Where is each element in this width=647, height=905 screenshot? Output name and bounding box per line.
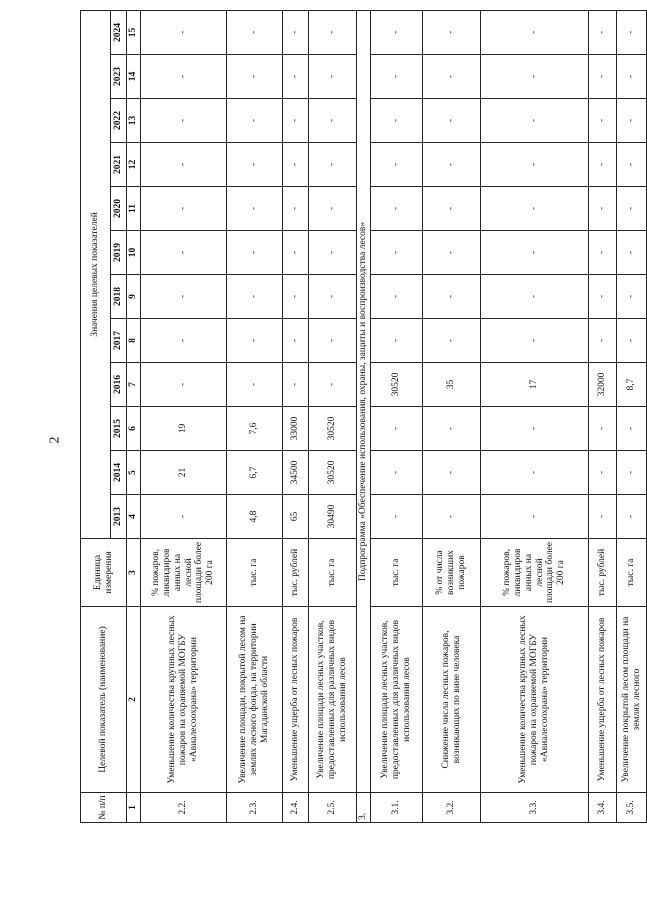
value-cell: - <box>617 319 647 363</box>
year-header: 2022 <box>111 99 127 143</box>
value-cell: - <box>589 99 617 143</box>
value-cell: - <box>423 99 481 143</box>
value-cell: - <box>309 363 357 407</box>
indicator-name: Увеличение площади, покрытой лесом на землях лесного фонда, на территории Магаданской области <box>227 607 283 793</box>
unit-cell: тыс. рублей <box>283 539 309 607</box>
value-cell: - <box>371 143 423 187</box>
value-cell: 8,7 <box>617 363 647 407</box>
value-cell: - <box>227 187 283 231</box>
value-cell: - <box>309 319 357 363</box>
column-number: 4 <box>127 495 141 539</box>
value-cell: - <box>481 55 589 99</box>
value-cell: - <box>141 10 227 54</box>
value-cell: - <box>371 451 423 495</box>
column-number: 1 <box>127 793 141 823</box>
value-cell: - <box>227 363 283 407</box>
column-number: 15 <box>127 10 141 54</box>
value-cell: - <box>371 10 423 54</box>
value-cell: - <box>371 275 423 319</box>
unit-cell: тыс. рублей <box>589 539 617 607</box>
table-row <box>423 10 481 822</box>
column-number: 13 <box>127 99 141 143</box>
year-header: 2023 <box>111 55 127 99</box>
value-cell: - <box>617 10 647 54</box>
year-header: 2021 <box>111 143 127 187</box>
table-row <box>227 10 283 822</box>
value-cell: - <box>141 143 227 187</box>
value-cell: - <box>481 10 589 54</box>
value-cell: 30520 <box>309 407 357 451</box>
value-cell: - <box>481 451 589 495</box>
value-cell: 6,7 <box>227 451 283 495</box>
value-cell: - <box>589 451 617 495</box>
value-cell: - <box>481 275 589 319</box>
value-cell: - <box>481 495 589 539</box>
value-cell: - <box>141 275 227 319</box>
value-cell: - <box>371 187 423 231</box>
value-cell: - <box>371 319 423 363</box>
section-number: 3. <box>357 793 371 823</box>
value-cell: - <box>589 55 617 99</box>
table-row <box>589 10 617 822</box>
value-cell: 4,8 <box>227 495 283 539</box>
value-cell: - <box>141 319 227 363</box>
column-number: 2 <box>127 607 141 793</box>
value-cell: - <box>309 143 357 187</box>
column-number: 14 <box>127 55 141 99</box>
value-cell: - <box>283 275 309 319</box>
value-cell: - <box>309 187 357 231</box>
value-cell: - <box>141 55 227 99</box>
value-cell: - <box>617 407 647 451</box>
value-cell: 34500 <box>283 451 309 495</box>
value-cell: - <box>617 495 647 539</box>
value-cell: - <box>309 275 357 319</box>
value-cell: 21 <box>141 451 227 495</box>
value-cell: - <box>423 495 481 539</box>
section-title: Подпрограмма «Обеспечение использования, охраны, защиты и воспроизводства лесов» <box>357 10 371 792</box>
indicator-name: Уменьшение количества крупных лесных пожаров на охраняемой МОГБУ «Авиалесоохрана» территории <box>141 607 227 793</box>
indicator-name: Снижение числа лесных пожаров, возникающих по вине человека <box>423 607 481 793</box>
document-sheet <box>80 11 642 823</box>
value-cell: - <box>283 319 309 363</box>
year-header: 2017 <box>111 319 127 363</box>
row-number: 2.3. <box>227 793 283 823</box>
value-cell: - <box>227 275 283 319</box>
value-cell: - <box>423 10 481 54</box>
value-cell: 33000 <box>283 407 309 451</box>
value-cell: - <box>423 407 481 451</box>
value-cell: - <box>481 187 589 231</box>
indicator-name: Уменьшение количества крупных лесных пожаров на охраняемой МОГБУ «Авиалесоохрана» территории <box>481 607 589 793</box>
row-number: 2.2. <box>141 793 227 823</box>
table-row <box>481 10 589 822</box>
value-cell: - <box>227 55 283 99</box>
value-cell: - <box>227 319 283 363</box>
value-cell: - <box>617 231 647 275</box>
row-number: 2.4. <box>283 793 309 823</box>
value-cell: - <box>227 99 283 143</box>
value-cell: - <box>481 407 589 451</box>
section-row <box>357 10 371 822</box>
value-cell: - <box>141 231 227 275</box>
unit-cell: тыс. га <box>227 539 283 607</box>
year-header: 2014 <box>111 451 127 495</box>
column-number: 10 <box>127 231 141 275</box>
value-cell: - <box>227 143 283 187</box>
row-number: 3.3. <box>481 793 589 823</box>
unit-cell: тыс. га <box>309 539 357 607</box>
value-cell: - <box>423 231 481 275</box>
value-cell: - <box>141 99 227 143</box>
indicator-name: Увеличение покрытой лесом площади на землях лесного <box>617 607 647 793</box>
value-cell: - <box>589 187 617 231</box>
value-cell: - <box>481 99 589 143</box>
value-cell: 17 <box>481 363 589 407</box>
value-cell: - <box>371 231 423 275</box>
column-number: 6 <box>127 407 141 451</box>
value-cell: - <box>617 275 647 319</box>
value-cell: - <box>589 143 617 187</box>
unit-cell: тыс. га <box>371 539 423 607</box>
value-cell: - <box>589 319 617 363</box>
value-cell: - <box>423 187 481 231</box>
value-cell: - <box>141 363 227 407</box>
value-cell: - <box>617 143 647 187</box>
value-cell: - <box>283 143 309 187</box>
column-number: 11 <box>127 187 141 231</box>
value-cell: - <box>283 363 309 407</box>
unit-cell: % пожаров, ликвидиров анных на лесной площади более 200 га <box>481 539 589 607</box>
unit-cell: тыс. га <box>617 539 647 607</box>
year-header: 2013 <box>111 495 127 539</box>
value-cell: - <box>423 275 481 319</box>
value-cell: 32000 <box>589 363 617 407</box>
value-cell: 65 <box>283 495 309 539</box>
indicator-name: Увеличение площади лесных участков, предоставленных для различных видов использования лесов <box>371 607 423 793</box>
value-cell: - <box>481 143 589 187</box>
targets-table <box>80 10 647 823</box>
column-number: 5 <box>127 451 141 495</box>
row-number: 3.2. <box>423 793 481 823</box>
column-number: 12 <box>127 143 141 187</box>
value-cell: - <box>309 55 357 99</box>
row-number: 3.1. <box>371 793 423 823</box>
value-cell: - <box>309 231 357 275</box>
header-unit: Единица измерения <box>81 539 127 607</box>
indicator-name: Увеличение площади лесных участков, предоставленных для различных видов использования лесов <box>309 607 357 793</box>
value-cell: - <box>371 495 423 539</box>
value-cell: - <box>283 55 309 99</box>
column-number: 3 <box>127 539 141 607</box>
value-cell: - <box>589 495 617 539</box>
value-cell: - <box>617 451 647 495</box>
value-cell: - <box>423 143 481 187</box>
header-num: № п/п <box>81 793 127 823</box>
value-cell: 19 <box>141 407 227 451</box>
row-number: 3.5. <box>617 793 647 823</box>
year-header: 2016 <box>111 363 127 407</box>
unit-cell: % пожаров, ликвидиров анных на лесной площади более 200 га <box>141 539 227 607</box>
year-header: 2015 <box>111 407 127 451</box>
table-row <box>283 10 309 822</box>
value-cell: - <box>141 495 227 539</box>
value-cell: 30520 <box>371 363 423 407</box>
year-header: 2019 <box>111 231 127 275</box>
value-cell: - <box>589 231 617 275</box>
value-cell: 30520 <box>309 451 357 495</box>
indicator-name: Уменьшение ущерба от лесных пожаров <box>283 607 309 793</box>
value-cell: - <box>617 99 647 143</box>
indicator-name: Уменьшение ущерба от лесных пожаров <box>589 607 617 793</box>
table-row <box>141 10 227 822</box>
value-cell: 35 <box>423 363 481 407</box>
column-number: 7 <box>127 363 141 407</box>
value-cell: - <box>283 231 309 275</box>
value-cell: - <box>589 275 617 319</box>
column-number: 9 <box>127 275 141 319</box>
value-cell: 7,6 <box>227 407 283 451</box>
year-header: 2024 <box>111 10 127 54</box>
value-cell: - <box>589 407 617 451</box>
value-cell: - <box>371 407 423 451</box>
value-cell: - <box>283 187 309 231</box>
value-cell: - <box>423 55 481 99</box>
value-cell: - <box>309 10 357 54</box>
value-cell: - <box>481 231 589 275</box>
table-row <box>617 10 647 822</box>
table-row <box>371 10 423 822</box>
value-cell: - <box>283 10 309 54</box>
value-cell: - <box>371 99 423 143</box>
page-number: 2 <box>47 436 63 444</box>
value-cell: - <box>371 55 423 99</box>
value-cell: - <box>481 319 589 363</box>
value-cell: - <box>423 319 481 363</box>
value-cell: - <box>423 451 481 495</box>
row-number: 2.5. <box>309 793 357 823</box>
value-cell: - <box>309 99 357 143</box>
value-cell: 30490 <box>309 495 357 539</box>
value-cell: - <box>617 187 647 231</box>
year-header: 2018 <box>111 275 127 319</box>
year-header: 2020 <box>111 187 127 231</box>
value-cell: - <box>227 231 283 275</box>
row-number: 3.4. <box>589 793 617 823</box>
table-row <box>309 10 357 822</box>
unit-cell: % от числа возникших пожаров <box>423 539 481 607</box>
value-cell: - <box>589 10 617 54</box>
value-cell: - <box>617 55 647 99</box>
header-indicator: Целевой показатель (наименование) <box>81 607 127 793</box>
value-cell: - <box>283 99 309 143</box>
header-values: Значения целевых показателей <box>81 10 111 538</box>
value-cell: - <box>227 10 283 54</box>
column-number: 8 <box>127 319 141 363</box>
value-cell: - <box>141 187 227 231</box>
